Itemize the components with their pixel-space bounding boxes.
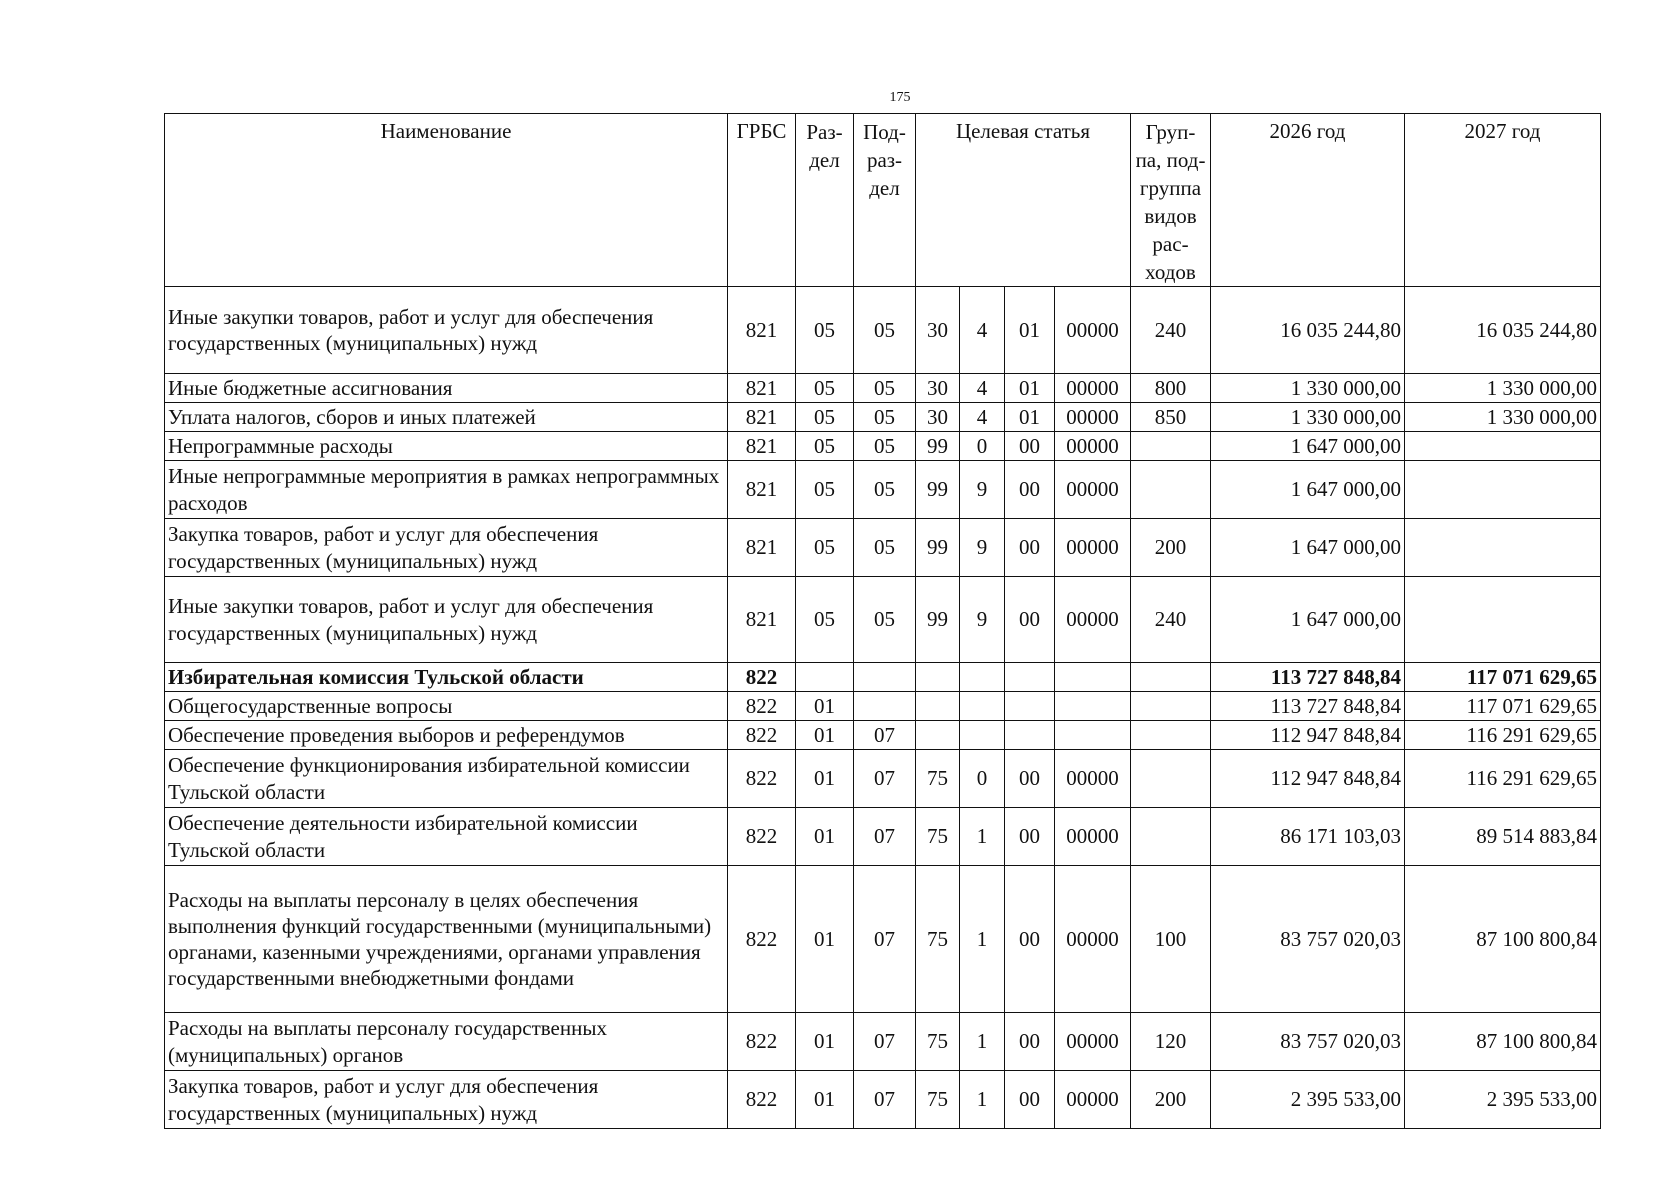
amount-2027-cell: 87 100 800,84 bbox=[1405, 1013, 1601, 1071]
razdel-cell: 01 bbox=[796, 808, 854, 866]
grbs-cell: 822 bbox=[728, 808, 796, 866]
target-event-cell: 00 bbox=[1005, 432, 1055, 461]
amount-2026-cell: 113 727 848,84 bbox=[1211, 663, 1405, 692]
target-program-cell bbox=[916, 663, 960, 692]
row-name: Иные закупки товаров, работ и услуг для обеспечения государственных (муниципальных) нужд bbox=[165, 577, 728, 663]
expense-group-cell bbox=[1131, 721, 1211, 750]
table-row bbox=[165, 461, 1601, 519]
razdel-cell: 05 bbox=[796, 403, 854, 432]
target-direction-cell: 00000 bbox=[1055, 374, 1131, 403]
row-name: Закупка товаров, работ и услуг для обеспечения государственных (муниципальных) нужд bbox=[165, 519, 728, 577]
target-event-cell bbox=[1005, 721, 1055, 750]
target-event-cell: 00 bbox=[1005, 1071, 1055, 1129]
table-row bbox=[165, 577, 1601, 663]
target-direction-cell: 00000 bbox=[1055, 750, 1131, 808]
header-grbs: ГРБС bbox=[728, 114, 796, 287]
target-event-cell: 00 bbox=[1005, 866, 1055, 1013]
target-program-cell: 75 bbox=[916, 750, 960, 808]
grbs-cell: 821 bbox=[728, 374, 796, 403]
expense-group-cell bbox=[1131, 750, 1211, 808]
target-event-cell bbox=[1005, 692, 1055, 721]
razdel-cell: 05 bbox=[796, 519, 854, 577]
target-subprogram-cell: 0 bbox=[960, 750, 1005, 808]
target-event-cell: 00 bbox=[1005, 577, 1055, 663]
podrazdel-cell: 07 bbox=[854, 808, 916, 866]
amount-2026-cell: 1 647 000,00 bbox=[1211, 432, 1405, 461]
amount-2027-cell: 89 514 883,84 bbox=[1405, 808, 1601, 866]
table-row bbox=[165, 692, 1601, 721]
podrazdel-cell: 05 bbox=[854, 577, 916, 663]
podrazdel-cell: 05 bbox=[854, 403, 916, 432]
amount-2026-cell: 112 947 848,84 bbox=[1211, 750, 1405, 808]
amount-2027-cell bbox=[1405, 519, 1601, 577]
target-event-cell bbox=[1005, 663, 1055, 692]
target-event-cell: 00 bbox=[1005, 750, 1055, 808]
target-program-cell bbox=[916, 721, 960, 750]
grbs-cell: 821 bbox=[728, 403, 796, 432]
row-name: Уплата налогов, сборов и иных платежей bbox=[165, 403, 728, 432]
amount-2026-cell: 112 947 848,84 bbox=[1211, 721, 1405, 750]
target-direction-cell: 00000 bbox=[1055, 1013, 1131, 1071]
target-program-cell: 99 bbox=[916, 461, 960, 519]
target-program-cell: 30 bbox=[916, 374, 960, 403]
budget-table bbox=[164, 113, 1601, 1129]
target-direction-cell: 00000 bbox=[1055, 403, 1131, 432]
table-body bbox=[165, 287, 1601, 1129]
target-direction-cell: 00000 bbox=[1055, 432, 1131, 461]
table-row bbox=[165, 403, 1601, 432]
amount-2026-cell: 113 727 848,84 bbox=[1211, 692, 1405, 721]
expense-group-cell: 850 bbox=[1131, 403, 1211, 432]
table-row bbox=[165, 1071, 1601, 1129]
header-name: Наименование bbox=[165, 114, 728, 287]
expense-group-cell: 240 bbox=[1131, 287, 1211, 374]
razdel-cell: 05 bbox=[796, 287, 854, 374]
header-razdel: Раз- дел bbox=[796, 114, 854, 287]
table-row bbox=[165, 663, 1601, 692]
target-program-cell: 99 bbox=[916, 519, 960, 577]
target-subprogram-cell: 1 bbox=[960, 1013, 1005, 1071]
row-name: Обеспечение проведения выборов и референдумов bbox=[165, 721, 728, 750]
target-subprogram-cell: 1 bbox=[960, 866, 1005, 1013]
amount-2027-cell: 1 330 000,00 bbox=[1405, 374, 1601, 403]
razdel-cell: 01 bbox=[796, 721, 854, 750]
amount-2027-cell: 16 035 244,80 bbox=[1405, 287, 1601, 374]
razdel-cell bbox=[796, 663, 854, 692]
amount-2027-cell: 116 291 629,65 bbox=[1405, 721, 1601, 750]
target-program-cell: 30 bbox=[916, 403, 960, 432]
expense-group-cell bbox=[1131, 692, 1211, 721]
target-program-cell: 75 bbox=[916, 808, 960, 866]
podrazdel-cell: 07 bbox=[854, 1071, 916, 1129]
expense-group-cell: 200 bbox=[1131, 519, 1211, 577]
table-row bbox=[165, 432, 1601, 461]
table-row bbox=[165, 808, 1601, 866]
target-event-cell: 00 bbox=[1005, 1013, 1055, 1071]
target-program-cell bbox=[916, 692, 960, 721]
target-direction-cell: 00000 bbox=[1055, 808, 1131, 866]
target-direction-cell: 00000 bbox=[1055, 577, 1131, 663]
row-name: Избирательная комиссия Тульской области bbox=[165, 663, 728, 692]
razdel-cell: 05 bbox=[796, 374, 854, 403]
grbs-cell: 821 bbox=[728, 577, 796, 663]
amount-2027-cell bbox=[1405, 461, 1601, 519]
podrazdel-cell: 05 bbox=[854, 432, 916, 461]
target-subprogram-cell: 4 bbox=[960, 403, 1005, 432]
amount-2027-cell: 87 100 800,84 bbox=[1405, 866, 1601, 1013]
podrazdel-cell: 07 bbox=[854, 1013, 916, 1071]
amount-2026-cell: 1 647 000,00 bbox=[1211, 577, 1405, 663]
grbs-cell: 822 bbox=[728, 1071, 796, 1129]
amount-2026-cell: 1 330 000,00 bbox=[1211, 403, 1405, 432]
row-name: Обеспечение деятельности избирательной комиссии Тульской области bbox=[165, 808, 728, 866]
target-program-cell: 99 bbox=[916, 432, 960, 461]
amount-2027-cell: 116 291 629,65 bbox=[1405, 750, 1601, 808]
target-subprogram-cell: 1 bbox=[960, 808, 1005, 866]
target-subprogram-cell: 9 bbox=[960, 461, 1005, 519]
row-name: Общегосударственные вопросы bbox=[165, 692, 728, 721]
podrazdel-cell: 07 bbox=[854, 750, 916, 808]
target-program-cell: 30 bbox=[916, 287, 960, 374]
target-direction-cell: 00000 bbox=[1055, 1071, 1131, 1129]
target-direction-cell: 00000 bbox=[1055, 461, 1131, 519]
target-subprogram-cell: 1 bbox=[960, 1071, 1005, 1129]
expense-group-cell: 240 bbox=[1131, 577, 1211, 663]
table-row bbox=[165, 866, 1601, 1013]
header-year-2026: 2026 год bbox=[1211, 114, 1405, 287]
podrazdel-cell: 05 bbox=[854, 287, 916, 374]
target-program-cell: 75 bbox=[916, 1013, 960, 1071]
header-year-2027: 2027 год bbox=[1405, 114, 1601, 287]
grbs-cell: 822 bbox=[728, 663, 796, 692]
amount-2026-cell: 86 171 103,03 bbox=[1211, 808, 1405, 866]
target-direction-cell: 00000 bbox=[1055, 287, 1131, 374]
expense-group-cell: 800 bbox=[1131, 374, 1211, 403]
target-subprogram-cell: 4 bbox=[960, 374, 1005, 403]
target-program-cell: 75 bbox=[916, 866, 960, 1013]
amount-2026-cell: 1 647 000,00 bbox=[1211, 519, 1405, 577]
target-program-cell: 99 bbox=[916, 577, 960, 663]
expense-group-cell bbox=[1131, 808, 1211, 866]
razdel-cell: 01 bbox=[796, 866, 854, 1013]
podrazdel-cell bbox=[854, 663, 916, 692]
expense-group-cell: 100 bbox=[1131, 866, 1211, 1013]
razdel-cell: 05 bbox=[796, 461, 854, 519]
header-podrazdel: Под- раз- дел bbox=[854, 114, 916, 287]
target-event-cell: 00 bbox=[1005, 461, 1055, 519]
row-name: Иные закупки товаров, работ и услуг для обеспечения государственных (муниципальных) нужд bbox=[165, 287, 728, 374]
header-row bbox=[165, 114, 1601, 287]
target-subprogram-cell: 9 bbox=[960, 577, 1005, 663]
amount-2026-cell: 83 757 020,03 bbox=[1211, 866, 1405, 1013]
razdel-cell: 05 bbox=[796, 432, 854, 461]
grbs-cell: 821 bbox=[728, 519, 796, 577]
target-event-cell: 00 bbox=[1005, 519, 1055, 577]
target-event-cell: 01 bbox=[1005, 374, 1055, 403]
table-row bbox=[165, 1013, 1601, 1071]
target-subprogram-cell: 9 bbox=[960, 519, 1005, 577]
target-direction-cell: 00000 bbox=[1055, 866, 1131, 1013]
expense-group-cell bbox=[1131, 432, 1211, 461]
target-direction-cell: 00000 bbox=[1055, 519, 1131, 577]
target-direction-cell bbox=[1055, 721, 1131, 750]
row-name: Расходы на выплаты персоналу в целях обеспечения выполнения функций государственными (муниципальными) органами, казенными учреждениями, органами управления государственными внебюджетными фондами bbox=[165, 866, 728, 1013]
amount-2027-cell: 117 071 629,65 bbox=[1405, 663, 1601, 692]
target-event-cell: 01 bbox=[1005, 287, 1055, 374]
target-subprogram-cell bbox=[960, 721, 1005, 750]
target-subprogram-cell bbox=[960, 692, 1005, 721]
razdel-cell: 01 bbox=[796, 692, 854, 721]
grbs-cell: 822 bbox=[728, 750, 796, 808]
expense-group-cell bbox=[1131, 461, 1211, 519]
amount-2027-cell: 1 330 000,00 bbox=[1405, 403, 1601, 432]
podrazdel-cell: 05 bbox=[854, 374, 916, 403]
header-target-article: Целевая статья bbox=[916, 114, 1131, 287]
target-direction-cell bbox=[1055, 692, 1131, 721]
amount-2027-cell bbox=[1405, 432, 1601, 461]
expense-group-cell: 200 bbox=[1131, 1071, 1211, 1129]
table-row bbox=[165, 721, 1601, 750]
target-program-cell: 75 bbox=[916, 1071, 960, 1129]
amount-2026-cell: 1 647 000,00 bbox=[1211, 461, 1405, 519]
amount-2026-cell: 83 757 020,03 bbox=[1211, 1013, 1405, 1071]
table-row bbox=[165, 287, 1601, 374]
row-name: Иные бюджетные ассигнования bbox=[165, 374, 728, 403]
amount-2026-cell: 1 330 000,00 bbox=[1211, 374, 1405, 403]
amount-2027-cell: 2 395 533,00 bbox=[1405, 1071, 1601, 1129]
grbs-cell: 822 bbox=[728, 1013, 796, 1071]
razdel-cell: 01 bbox=[796, 750, 854, 808]
target-subprogram-cell bbox=[960, 663, 1005, 692]
row-name: Закупка товаров, работ и услуг для обеспечения государственных (муниципальных) нужд bbox=[165, 1071, 728, 1129]
header-expense-group: Груп- па, под- группа видов рас- ходов bbox=[1131, 114, 1211, 287]
target-subprogram-cell: 0 bbox=[960, 432, 1005, 461]
target-event-cell: 00 bbox=[1005, 808, 1055, 866]
podrazdel-cell: 05 bbox=[854, 461, 916, 519]
amount-2026-cell: 16 035 244,80 bbox=[1211, 287, 1405, 374]
razdel-cell: 05 bbox=[796, 577, 854, 663]
row-name: Иные непрограммные мероприятия в рамках непрограммных расходов bbox=[165, 461, 728, 519]
grbs-cell: 822 bbox=[728, 721, 796, 750]
podrazdel-cell bbox=[854, 692, 916, 721]
podrazdel-cell: 07 bbox=[854, 866, 916, 1013]
razdel-cell: 01 bbox=[796, 1071, 854, 1129]
row-name: Непрограммные расходы bbox=[165, 432, 728, 461]
grbs-cell: 822 bbox=[728, 866, 796, 1013]
target-event-cell: 01 bbox=[1005, 403, 1055, 432]
expense-group-cell bbox=[1131, 663, 1211, 692]
page-number: 175 bbox=[889, 90, 911, 105]
grbs-cell: 821 bbox=[728, 287, 796, 374]
expense-group-cell: 120 bbox=[1131, 1013, 1211, 1071]
amount-2027-cell: 117 071 629,65 bbox=[1405, 692, 1601, 721]
podrazdel-cell: 07 bbox=[854, 721, 916, 750]
table-row bbox=[165, 519, 1601, 577]
amount-2026-cell: 2 395 533,00 bbox=[1211, 1071, 1405, 1129]
grbs-cell: 821 bbox=[728, 432, 796, 461]
table-row bbox=[165, 750, 1601, 808]
grbs-cell: 822 bbox=[728, 692, 796, 721]
row-name: Расходы на выплаты персоналу государственных (муниципальных) органов bbox=[165, 1013, 728, 1071]
razdel-cell: 01 bbox=[796, 1013, 854, 1071]
podrazdel-cell: 05 bbox=[854, 519, 916, 577]
grbs-cell: 821 bbox=[728, 461, 796, 519]
table-row bbox=[165, 374, 1601, 403]
target-direction-cell bbox=[1055, 663, 1131, 692]
amount-2027-cell bbox=[1405, 577, 1601, 663]
row-name: Обеспечение функционирования избирательной комиссии Тульской области bbox=[165, 750, 728, 808]
target-subprogram-cell: 4 bbox=[960, 287, 1005, 374]
